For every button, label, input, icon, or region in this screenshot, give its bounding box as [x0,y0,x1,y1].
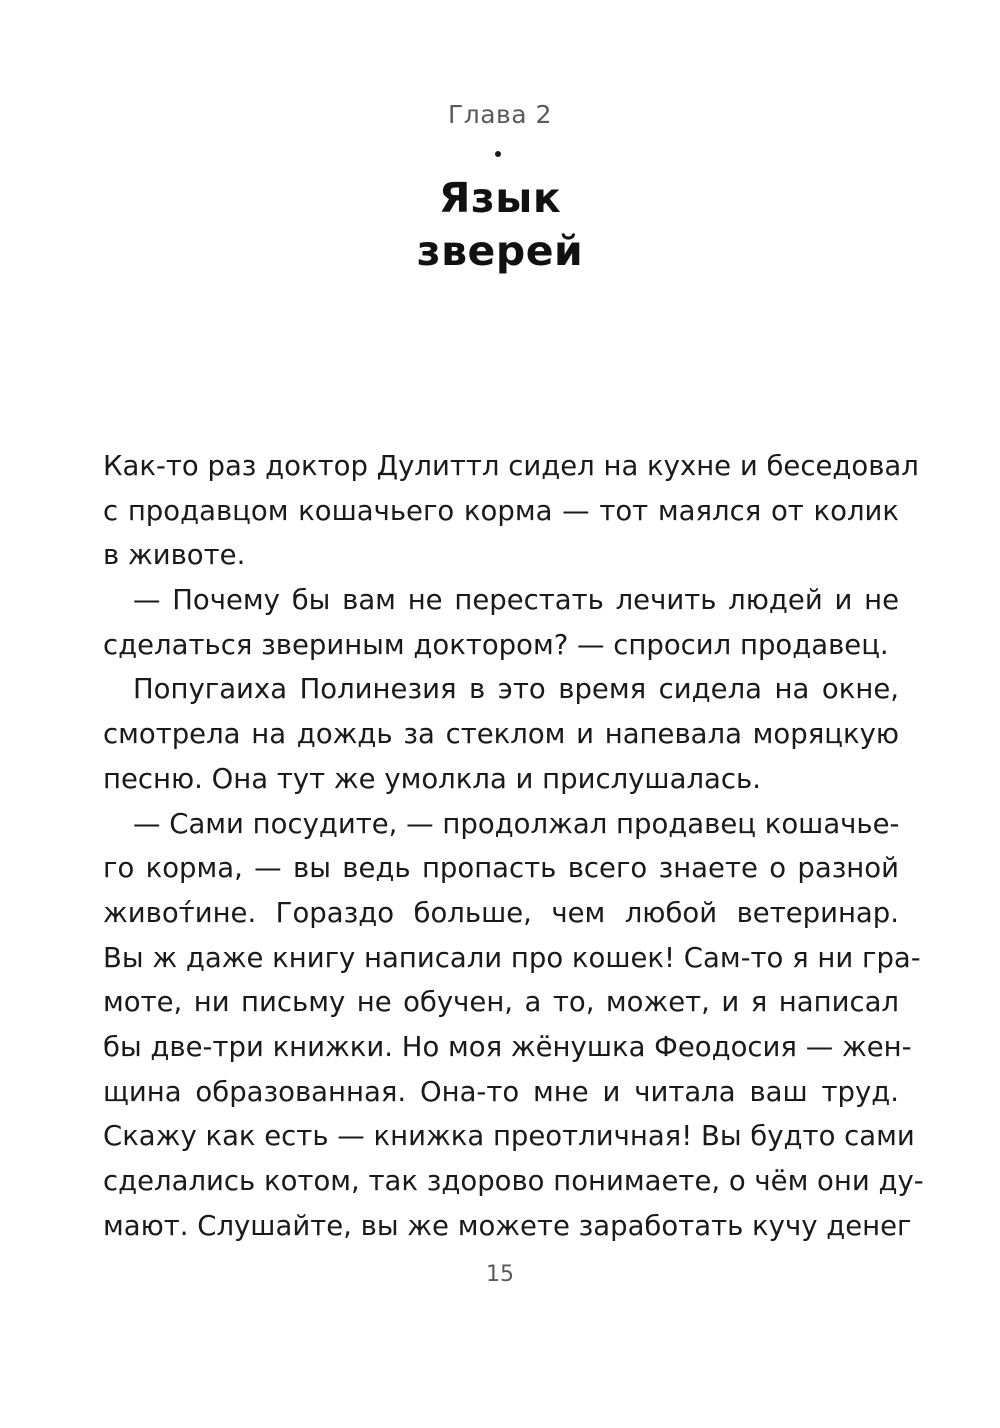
text-line: моте, ни письму не обучен, а то, может, и я написал [103,986,899,1019]
text-line: мают. Слушайте, вы же можете заработать кучу денег [103,1209,912,1242]
text-line: смотрела на дождь за стеклом и напевала моряцкую [103,718,899,751]
text-line: песню. Она тут же умолкла и прислушалась. [103,762,761,795]
text-line: живот́ине. Гораздо больше, чем любой ветеринар. [103,896,899,929]
body-text [103,444,924,1248]
page-number: 15 [486,1262,514,1287]
text-line: сделаться звериным доктором? — спросил продавец. [103,628,889,661]
text-line: Попугаиха Полинезия в это время сидела на окне, [133,673,899,706]
text-line: сделались котом, так здорово понимаете, о чём они ду- [103,1165,924,1197]
chapter-title-line: зверей [416,227,584,275]
text-line: Вы ж даже книгу написали про кошек! Сам-то я ни гра- [103,941,921,974]
text-line: — Почему бы вам не перестать лечить людей и не [133,584,899,617]
chapter-title [0,172,1000,278]
text-line: в животе. [103,539,246,572]
chapter-dot-ornament [495,151,501,157]
text-line: го корма, — вы ведь пропасть всего знаете о разной [103,852,899,885]
chapter-title-line: Язык [438,174,562,222]
text-line: — Сами посудите, — продолжал продавец кошачье- [133,807,900,840]
text-line: щина образованная. Она-то мне и читала ваш труд. [103,1075,899,1108]
text-line: Скажу как есть — книжка преотличная! Вы будто сами [103,1120,915,1153]
text-line: Как-то раз доктор Дулиттл сидел на кухне и беседовал [103,450,919,482]
text-line: с продавцом кошачьего корма — тот маялся от колик [103,494,899,527]
text-line: бы две-три книжки. Но моя жёнушка Феодосия — жен- [103,1030,912,1063]
chapter-label: Глава 2 [448,100,552,129]
